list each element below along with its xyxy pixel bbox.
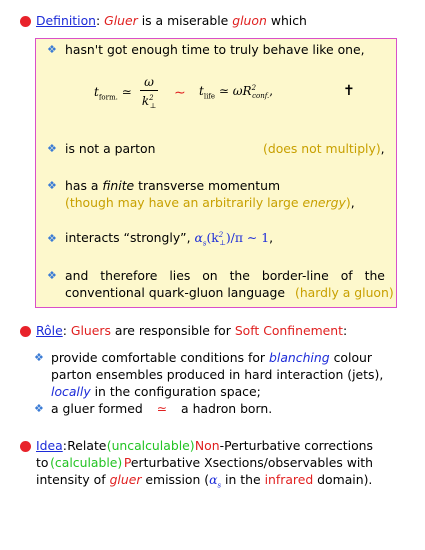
idea-line2 xyxy=(36,455,373,471)
border-word: on xyxy=(202,268,218,283)
alpha-arg: (k xyxy=(206,230,219,245)
item-border-line xyxy=(65,268,385,284)
diamond-bullet-icon: ❖ xyxy=(47,179,57,192)
finite-pre: has a xyxy=(65,178,99,193)
idea-to: to xyxy=(36,455,49,470)
idea-calculable: (calculable) xyxy=(50,455,123,470)
conventional-text: conventional quark-gluon language xyxy=(65,285,286,300)
formula-t: t xyxy=(94,85,99,99)
diamond-bullet-icon: ❖ xyxy=(47,232,57,245)
item-not-parton: is not a parton xyxy=(65,141,156,156)
border-word: therefore xyxy=(100,268,158,283)
role-colon: : xyxy=(62,323,67,338)
formula-omega: ω xyxy=(140,75,158,91)
idea-line3 xyxy=(36,472,372,491)
alpha-expr xyxy=(194,230,270,248)
role-item1-post: colour xyxy=(333,350,372,365)
idea-p: P xyxy=(123,455,131,470)
role-end-colon: : xyxy=(342,323,348,338)
border-word: border-line xyxy=(261,268,329,283)
energy-post: ) xyxy=(345,195,351,210)
border-word: of xyxy=(340,268,353,283)
energy-pre: (though may have an arbitrarily large xyxy=(65,195,299,210)
idea-alpha-sub: s xyxy=(217,481,222,490)
finite-post: transverse momentum xyxy=(138,178,281,193)
diamond-bullet-icon: ❖ xyxy=(34,351,44,364)
definition-heading: Definition xyxy=(36,13,96,28)
role-blanching: blanching xyxy=(269,350,330,365)
idea-alpha xyxy=(209,472,222,490)
idea-emission: emission ( xyxy=(145,472,210,487)
energy-word: energy xyxy=(302,195,346,210)
not-multiply-text: (does not multiply) xyxy=(263,141,381,156)
idea-domain: domain). xyxy=(317,472,373,487)
item-finite xyxy=(65,178,280,194)
diamond-bullet-icon: ❖ xyxy=(47,43,57,56)
role-item2-approx: ≃ xyxy=(156,401,168,416)
finite-word: finite xyxy=(102,178,135,193)
definition-colon: : xyxy=(96,13,101,28)
strongly-text: interacts “strongly”, xyxy=(65,230,191,245)
idea-relate: Relate xyxy=(67,438,107,453)
cross-icon: ✝ xyxy=(343,83,355,99)
idea-line1 xyxy=(36,438,373,454)
formula-wr: ωR xyxy=(232,84,252,98)
formula-fraction xyxy=(140,75,158,113)
idea-in-the: in the xyxy=(225,472,261,487)
formula-wr-sub: conf. xyxy=(252,92,270,101)
role-heading: Rôle xyxy=(36,323,63,338)
definition-box xyxy=(35,38,397,308)
role-item1-line3 xyxy=(51,384,261,400)
idea-xsections: erturbative Xsections/observables with xyxy=(130,455,373,470)
alpha-sub: s xyxy=(202,239,207,248)
role-item1-pre: provide comfortable conditions for xyxy=(51,350,266,365)
idea-infrared: infrared xyxy=(264,472,314,487)
border-word: lies xyxy=(169,268,191,283)
formula-approx2: ≃ xyxy=(218,84,229,98)
formula-approx: ≃ xyxy=(121,85,132,99)
alpha-comma: , xyxy=(269,230,274,245)
energy-comma: , xyxy=(350,195,355,210)
role-heading-line xyxy=(36,323,347,339)
role-item2-post: a hadron born. xyxy=(181,401,273,416)
formula-t-sub: form. xyxy=(98,93,118,102)
definition-bullet-icon xyxy=(20,16,31,27)
role-item2 xyxy=(51,401,272,417)
idea-gluer: gluer xyxy=(109,472,142,487)
alpha-arg-sub: ⊥ xyxy=(219,239,226,248)
diamond-bullet-icon: ❖ xyxy=(34,402,44,415)
role-soft-confinement: Soft Confinement xyxy=(234,323,343,338)
hardly-text: (hardly a gluon) xyxy=(295,285,394,300)
alpha-arg-sup: 2 xyxy=(218,230,224,239)
role-gluers: Gluers xyxy=(70,323,111,338)
border-word: the xyxy=(364,268,385,283)
alpha-rest: )/π ∼ 1 xyxy=(225,230,270,245)
idea-perturbative: -Perturbative corrections xyxy=(219,438,373,453)
diamond-bullet-icon: ❖ xyxy=(47,142,57,155)
alpha-symbol: α xyxy=(194,230,203,245)
role-item1-line3-post: in the configuration space; xyxy=(94,384,261,399)
formula-k: k xyxy=(141,94,150,108)
formula-comma: , xyxy=(269,84,274,98)
border-word: the xyxy=(229,268,250,283)
border-word: and xyxy=(65,268,89,283)
definition-heading-line xyxy=(36,13,307,29)
idea-colon: : xyxy=(62,438,67,453)
idea-intensity: intensity of xyxy=(36,472,106,487)
item-strongly xyxy=(65,230,273,249)
formula-tl-sub: life xyxy=(203,92,216,101)
formula-tform xyxy=(94,85,132,103)
item-not-multiply xyxy=(263,141,385,157)
idea-bullet-icon xyxy=(20,441,31,452)
role-locally: locally xyxy=(51,384,91,399)
idea-non: Non xyxy=(194,438,220,453)
item-energy xyxy=(65,195,355,211)
diamond-bullet-icon: ❖ xyxy=(47,269,57,282)
idea-alpha-symbol: α xyxy=(209,472,218,487)
idea-uncalculable: (uncalculable) xyxy=(106,438,195,453)
formula-k-sub: ⊥ xyxy=(149,102,157,111)
formula-denominator xyxy=(140,91,158,113)
gluer-term: Gluer xyxy=(104,13,138,28)
formula-tl: t xyxy=(199,84,204,98)
role-responsible: are responsible for xyxy=(114,323,231,338)
is-a-text: is a miserable xyxy=(141,13,229,28)
role-item1-line1 xyxy=(51,350,372,366)
role-item2-pre: a gluer formed xyxy=(51,401,143,416)
not-multiply-comma: , xyxy=(380,141,385,156)
which-text: which xyxy=(270,13,307,28)
idea-heading: Idea xyxy=(36,438,63,453)
formula-k-sup: 2 xyxy=(149,94,154,102)
formula-tlife xyxy=(199,84,273,102)
role-item1-line2: parton ensembles produced in hard interaction (jets), xyxy=(51,367,384,382)
formula-sim: ∼ xyxy=(174,85,186,101)
role-bullet-icon xyxy=(20,326,31,337)
item-conventional xyxy=(65,285,394,301)
item-time: hasn't got enough time to truly behave like one, xyxy=(65,42,365,57)
gluon-term: gluon xyxy=(232,13,267,28)
formula-wr-sup: 2 xyxy=(251,84,257,92)
